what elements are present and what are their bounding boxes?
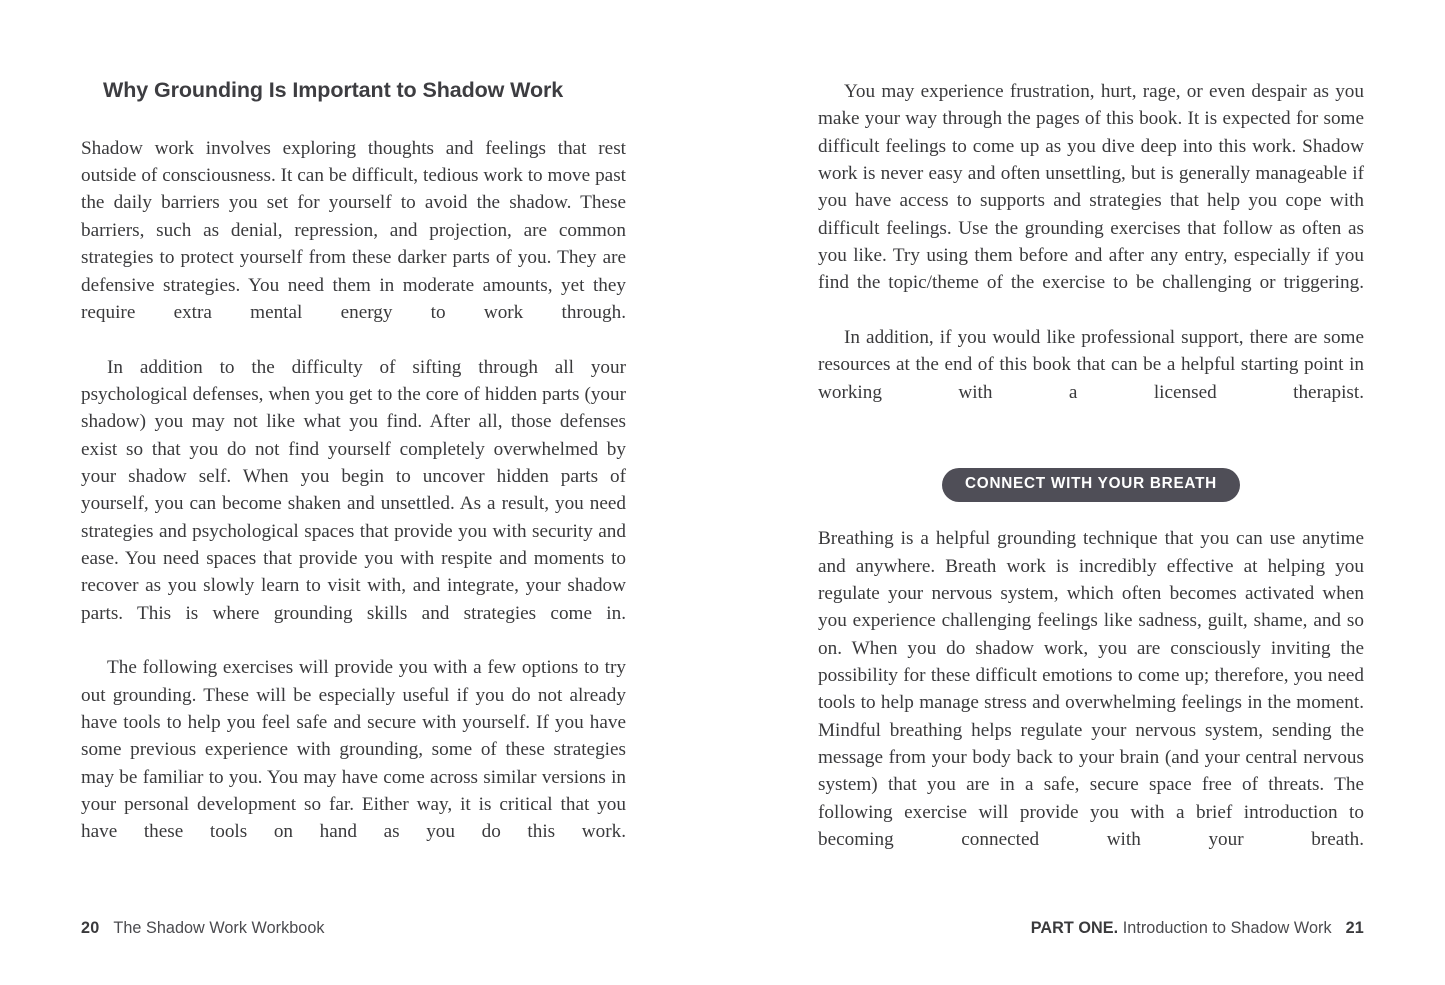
running-head-part-label: PART ONE. (1030, 919, 1119, 937)
page-number: 20 (81, 919, 100, 937)
running-head-part-title: Introduction to Shadow Work (1118, 919, 1332, 937)
page-number: 21 (1345, 919, 1364, 937)
running-head-title (1031, 919, 1332, 938)
left-page-text-column (81, 78, 626, 873)
running-head-title: The Shadow Work Workbook (113, 919, 325, 937)
paragraph: You may experience frustration, hurt, rage, or even despair as you make your way through the pages of this book. It is expected for some difficult feelings to come up as you dive deep into this work. Shadow work is never easy and often unsettling, but is generally manageable if you have access to supports and strategies that help you cope with difficult feelings. Use the grounding exercises that follow as often as you like. Try using them before and after any entry, especially if you find the topic/theme of the exercise to be challenging or triggering. (818, 81, 1364, 294)
paragraph: In addition to the difficulty of sifting through all your psychological defenses, when you get to the core of hidden parts (your shadow) you may not like what you find. After all, those defenses exist so that you do not find yourself completely overwhelmed by your shadow self. When you begin to uncover hidden parts of yourself, you can become shaken and unsettled. As a result, you need strategies and psychological spaces that provide you with security and ease. You need spaces that provide you with respite and moments to recover as you slowly learn to visit with, and integrate, your shadow parts. This is where grounding skills and strategies come in. (81, 356, 626, 624)
paragraph: The following exercises will provide you with a few options to try out grounding. These will be especially useful if you do not already have tools to help you feel safe and secure with yourself. If you have some previous experience with grounding, some of these strategies may be familiar to you. You may have come across similar versions in your personal development so far. Either way, it is critical that you have these tools on hand as you do this work. (81, 657, 626, 843)
right-page (723, 0, 1445, 985)
right-page-footer (1031, 919, 1364, 938)
left-page-footer (81, 919, 325, 938)
paragraph: In addition, if you would like professional support, there are some resources at the end of this book that can be a helpful starting point in working with a licensed therapist. (818, 327, 1364, 403)
paragraph: Shadow work involves exploring thoughts and feelings that rest outside of consciousness. It can be difficult, tedious work to move past the daily barriers you set for yourself to avoid the shadow. These barriers, such as denial, repression, and projection, are common strategies to protect yourself from these darker parts of you. They are defensive strategies. You need them in moderate amounts, yet they require extra mental energy to work through. (81, 137, 626, 323)
right-page-text-column (818, 78, 1364, 881)
page-title: Why Grounding Is Important to Shadow Work (103, 78, 564, 102)
paragraph: Breathing is a helpful grounding technique that you can use anytime and anywhere. Breath work is incredibly effective at helping you regulate your nervous system, which often becomes activated when you experience challenging feelings like sadness, guilt, shame, and so on. When you do shadow work, you are consciously inviting the possibility for these difficult emotions to come up; therefore, you need tools to help manage stress and overwhelming feelings in the moment. Mindful breathing helps regulate your nervous system, sending the message from your body back to your brain (and your central nervous system) that you are in a safe, secure space free of threats. The following exercise will provide you with a brief introduction to becoming connected with your breath. (818, 528, 1364, 851)
status-badge: CONNECT WITH YOUR BREATH (942, 468, 1240, 502)
section-badge-container (818, 468, 1364, 502)
